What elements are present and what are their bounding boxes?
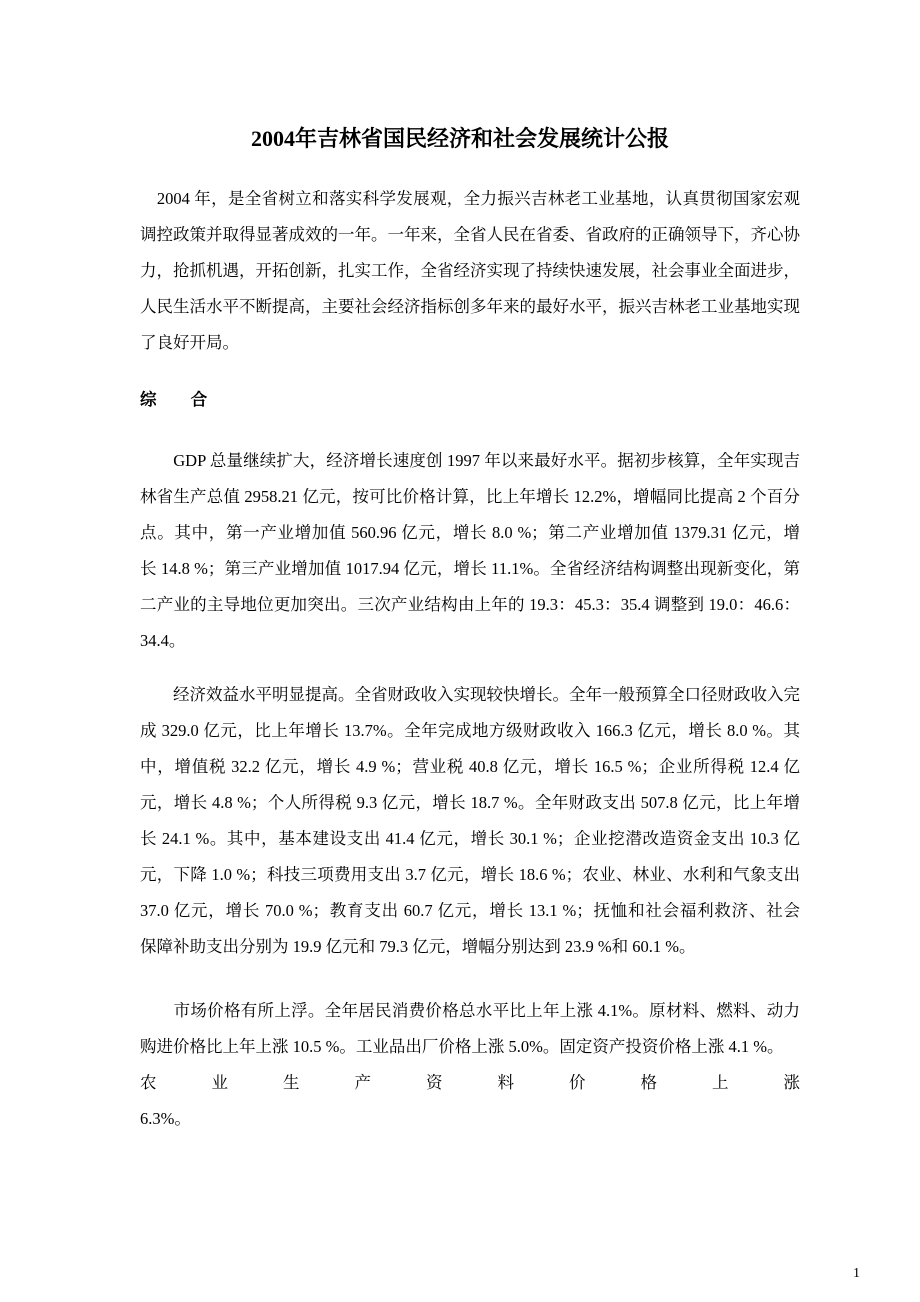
text-line: 6.3%。 <box>140 1109 191 1128</box>
text-line: 调控政策并取得显著成效的一年。一年来，全省人民在省委、省政府的正确领导下，齐心协 <box>140 225 800 244</box>
text-line: 力，抢抓机遇，开拓创新，扎实工作，全省经济实现了持续快速发展，社会事业全面进步， <box>140 261 800 280</box>
text-line: 购进价格比上年上涨 10.5 %。工业品出厂价格上涨 5.0%。固定资产投资价格上涨 4.1 %。 <box>140 1037 784 1056</box>
section-heading: 综 合 <box>140 390 208 409</box>
text-line: 2004 年，是全省树立和落实科学发展观，全力振兴吉林老工业基地，认真贯彻国家宏观 <box>140 189 800 208</box>
text-line: 成 329.0 亿元，比上年增长 13.7%。全年完成地方级财政收入 166.3 亿元，增长 8.0 %。其 <box>140 721 800 740</box>
fiscal-paragraph <box>140 677 800 965</box>
text-line: GDP 总量继续扩大，经济增长速度创 1997 年以来最好水平。据初步核算，全年实现吉 <box>140 451 800 470</box>
text-line: 点。其中，第一产业增加值 560.96 亿元，增长 8.0 %；第二产业增加值 1379.31 亿元，增 <box>140 523 800 542</box>
text-line: 元，增长 4.8 %；个人所得税 9.3 亿元，增长 18.7 %。全年财政支出 507.8 亿元，比上年增 <box>140 793 800 812</box>
text-line: 保障补助支出分别为 19.9 亿元和 79.3 亿元，增幅分别达到 23.9 %和 60.1 %。 <box>140 937 696 956</box>
text-line: 中，增值税 32.2 亿元，增长 4.9 %；营业税 40.8 亿元，增长 16.5 %；企业所得税 12.4 亿 <box>140 757 800 776</box>
text-line: 长 14.8 %；第三产业增加值 1017.94 亿元，增长 11.1%。全省经济结构调整出现新变化，第 <box>140 559 800 578</box>
text-line: 长 24.1 %。其中，基本建设支出 41.4 亿元，增长 30.1 %；企业挖潜改造资金支出 10.3 亿 <box>140 829 800 848</box>
text-line: 了良好开局。 <box>140 333 239 352</box>
text-line: 二产业的主导地位更加突出。三次产业结构由上年的 19.3：45.3：35.4 调整到 19.0：46.6： <box>140 595 800 614</box>
text-line: 林省生产总值 2958.21 亿元，按可比价格计算，比上年增长 12.2%，增幅同比提高 2 个百分 <box>140 487 800 506</box>
intro-paragraph <box>140 181 800 361</box>
text-line: 元，下降 1.0 %；科技三项费用支出 3.7 亿元，增长 18.6 %；农业、林业、水利和气象支出 <box>140 865 800 884</box>
text-line: 农 业 生 产 资 料 价 格 上 涨 <box>140 1073 800 1092</box>
gdp-paragraph <box>140 443 800 659</box>
text-line: 经济效益水平明显提高。全省财政收入实现较快增长。全年一般预算全口径财政收入完 <box>140 685 800 704</box>
text-line: 37.0 亿元，增长 70.0 %；教育支出 60.7 亿元，增长 13.1 %；抚恤和社会福利救济、社会 <box>140 901 800 920</box>
text-line: 人民生活水平不断提高，主要社会经济指标创多年来的最好水平，振兴吉林老工业基地实现 <box>140 297 800 316</box>
text-line: 市场价格有所上浮。全年居民消费价格总水平比上年上涨 4.1%。原材料、燃料、动力 <box>140 1001 800 1020</box>
price-paragraph <box>140 993 800 1137</box>
text-line: 34.4。 <box>140 631 186 650</box>
page-number: 1 <box>853 1266 860 1281</box>
document-title: 2004年吉林省国民经济和社会发展统计公报 <box>250 126 669 151</box>
